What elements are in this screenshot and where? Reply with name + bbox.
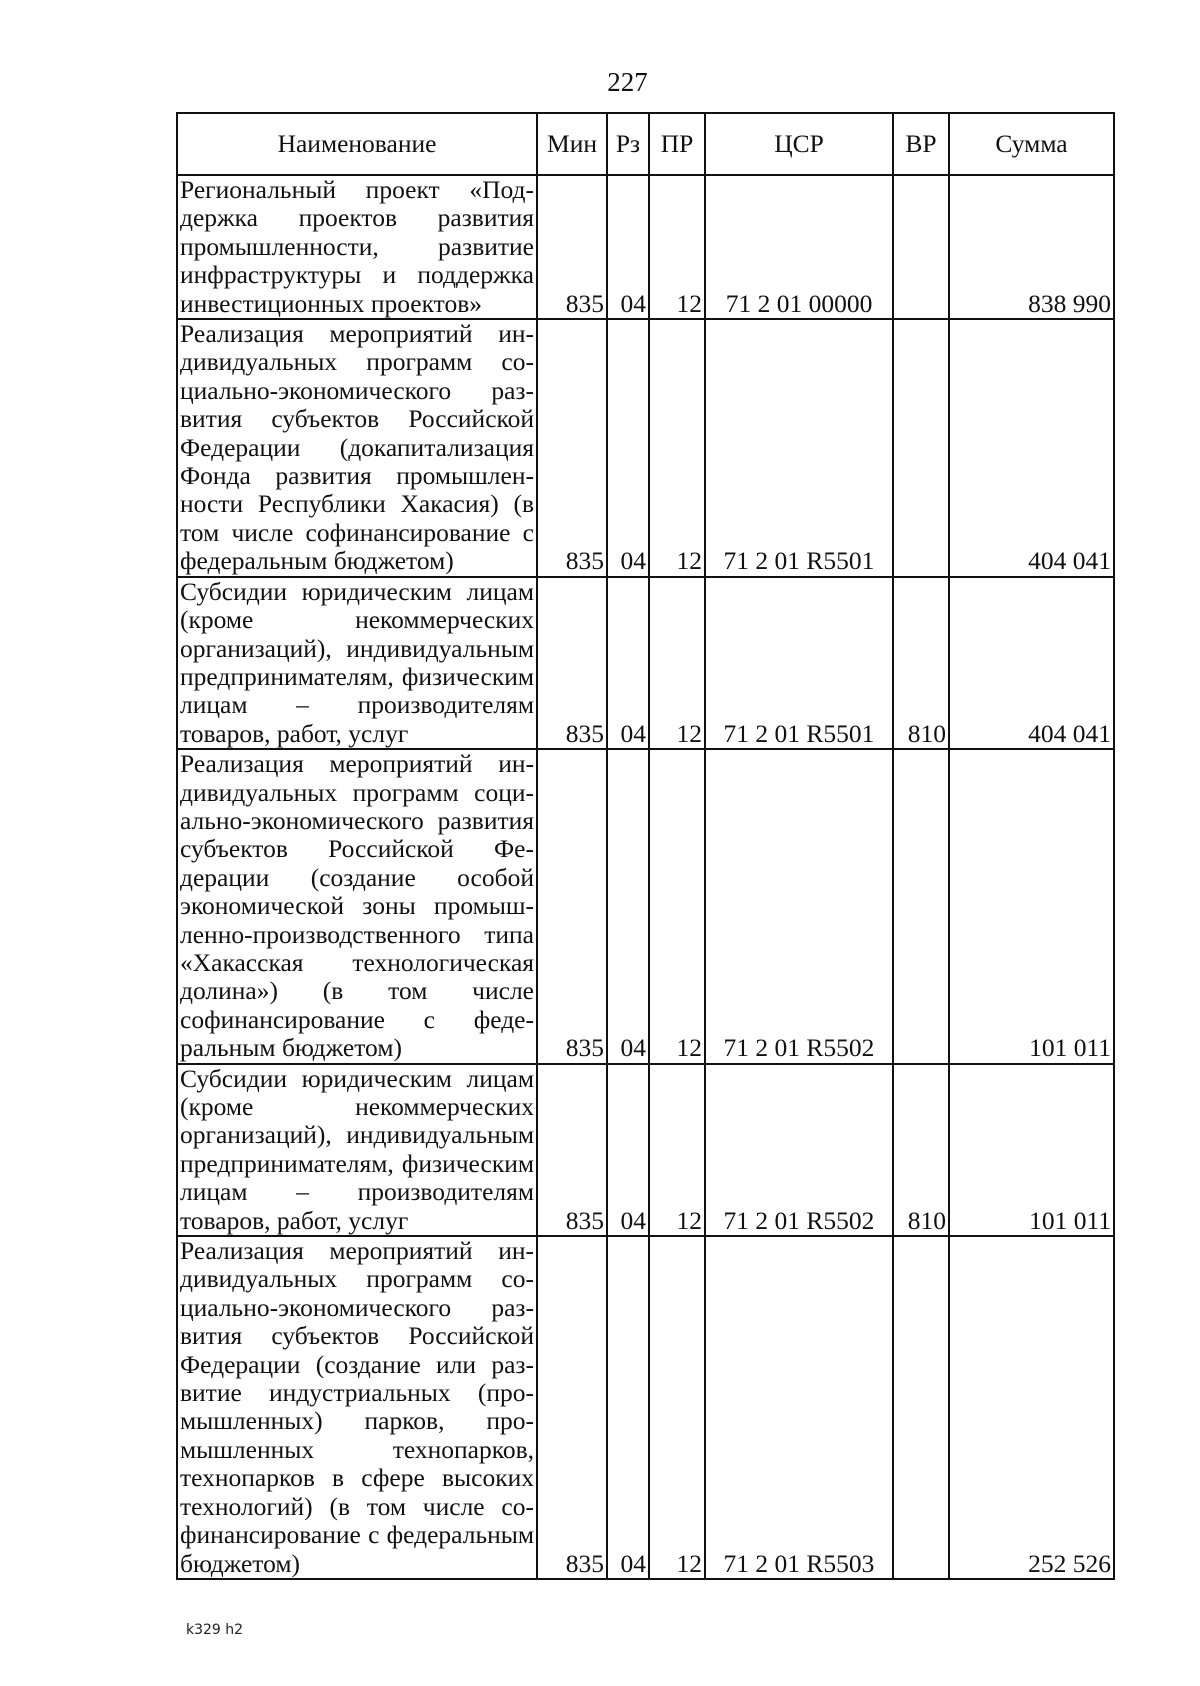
cell-sum: 838 990 [949, 175, 1114, 319]
budget-table [176, 112, 1115, 1580]
cell-vr [893, 749, 949, 1063]
table-row [177, 577, 1114, 749]
cell-name: Реализация мероприятий индивидуальных программ социально-экономического развития субъектов Российской Федерации (создание особой экономической зоны промышленно-производственного типа «Хакасская технологическая долина») (в том числе софинансирование с федеральным бюджетом) [177, 749, 537, 1063]
table-row [177, 319, 1114, 577]
cell-vr: 810 [893, 1064, 949, 1236]
cell-min: 835 [537, 319, 607, 577]
cell-vr [893, 175, 949, 319]
cell-csr: 71 2 01 00000 [705, 175, 893, 319]
header-pr: ПР [649, 113, 705, 175]
cell-rz: 04 [607, 175, 649, 319]
cell-rz: 04 [607, 577, 649, 749]
header-rz: Рз [607, 113, 649, 175]
table-body [177, 175, 1114, 1579]
cell-rz: 04 [607, 749, 649, 1063]
page-number: 227 [607, 67, 648, 97]
header-vr: ВР [893, 113, 949, 175]
cell-vr [893, 1236, 949, 1579]
cell-csr: 71 2 01 R5503 [705, 1236, 893, 1579]
header-csr: ЦСР [705, 113, 893, 175]
cell-min: 835 [537, 749, 607, 1063]
cell-name: Региональный проект «Поддержка проектов развития промышленности, развитие инфраструктуры и поддержка инвестиционных проектов» [177, 175, 537, 319]
cell-sum: 101 011 [949, 749, 1114, 1063]
cell-rz: 04 [607, 1236, 649, 1579]
cell-name: Реализация мероприятий индивидуальных программ социально-экономического развития субъектов Российской Федерации (докапитализация Фонда развития промышленности Республики Хакасия) (в том числе софинансирование с федеральным бюджетом) [177, 319, 537, 577]
cell-pr: 12 [649, 1236, 705, 1579]
header-name: Наименование [177, 113, 537, 175]
cell-vr [893, 319, 949, 577]
cell-min: 835 [537, 175, 607, 319]
cell-csr: 71 2 01 R5502 [705, 749, 893, 1063]
cell-sum: 404 041 [949, 319, 1114, 577]
cell-csr: 71 2 01 R5501 [705, 319, 893, 577]
document-footer-code: k329 h2 [186, 1622, 244, 1638]
cell-pr: 12 [649, 577, 705, 749]
header-row [177, 113, 1114, 175]
table-row [177, 1236, 1114, 1579]
header-sum: Сумма [949, 113, 1114, 175]
cell-name: Субсидии юридическим лицам (кроме некоммерческих организаций), индивидуальным предпринимателям, физическим лицам – производителям товаров, работ, услуг [177, 1064, 537, 1236]
cell-pr: 12 [649, 175, 705, 319]
table-row [177, 1064, 1114, 1236]
cell-pr: 12 [649, 319, 705, 577]
cell-pr: 12 [649, 749, 705, 1063]
header-min: Мин [537, 113, 607, 175]
cell-rz: 04 [607, 1064, 649, 1236]
table-row [177, 175, 1114, 319]
table-row [177, 749, 1114, 1063]
cell-csr: 71 2 01 R5501 [705, 577, 893, 749]
cell-sum: 252 526 [949, 1236, 1114, 1579]
cell-rz: 04 [607, 319, 649, 577]
cell-csr: 71 2 01 R5502 [705, 1064, 893, 1236]
cell-min: 835 [537, 577, 607, 749]
cell-min: 835 [537, 1064, 607, 1236]
cell-pr: 12 [649, 1064, 705, 1236]
cell-sum: 404 041 [949, 577, 1114, 749]
cell-name: Реализация мероприятий индивидуальных программ социально-экономического развития субъектов Российской Федерации (создание или развитие индустриальных (промышленных) парков, промышленных технопарков, технопарков в сфере высоких технологий) (в том числе софинансирование с федеральным бюджетом) [177, 1236, 537, 1579]
table-header [177, 113, 1114, 175]
cell-sum: 101 011 [949, 1064, 1114, 1236]
cell-min: 835 [537, 1236, 607, 1579]
cell-vr: 810 [893, 577, 949, 749]
cell-name: Субсидии юридическим лицам (кроме некоммерческих организаций), индивидуальным предпринимателям, физическим лицам – производителям товаров, работ, услуг [177, 577, 537, 749]
